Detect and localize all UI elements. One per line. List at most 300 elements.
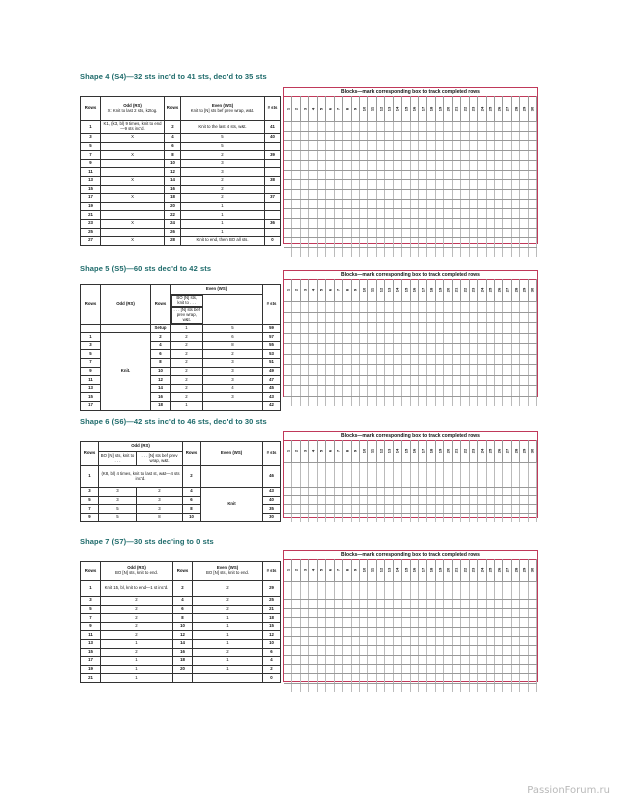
tracking-box[interactable]	[394, 302, 402, 312]
tracking-box[interactable]	[512, 637, 520, 645]
tracking-box[interactable]	[352, 618, 360, 626]
tracking-box[interactable]	[360, 355, 368, 365]
tracking-box[interactable]	[292, 334, 300, 344]
tracking-box[interactable]	[385, 323, 393, 333]
tracking-box[interactable]	[318, 656, 326, 664]
tracking-box[interactable]	[436, 200, 444, 209]
tracking-box[interactable]	[470, 488, 478, 496]
tracking-box[interactable]	[461, 334, 469, 344]
tracking-box[interactable]	[453, 323, 461, 333]
tracking-box[interactable]	[529, 180, 537, 189]
tracking-box[interactable]	[427, 656, 435, 664]
tracking-box[interactable]	[512, 238, 520, 247]
tracking-box[interactable]	[495, 376, 503, 386]
tracking-box[interactable]	[512, 628, 520, 636]
tracking-box[interactable]	[402, 151, 410, 160]
tracking-box[interactable]	[309, 200, 317, 209]
tracking-box[interactable]	[343, 238, 351, 247]
tracking-box[interactable]	[411, 141, 419, 150]
tracking-box[interactable]	[385, 302, 393, 312]
tracking-box[interactable]	[402, 684, 410, 692]
tracking-box[interactable]	[436, 302, 444, 312]
tracking-box[interactable]	[335, 665, 343, 673]
tracking-box[interactable]	[461, 628, 469, 636]
tracking-box[interactable]	[377, 646, 385, 654]
tracking-box[interactable]	[377, 219, 385, 228]
tracking-box[interactable]	[335, 637, 343, 645]
tracking-box[interactable]	[495, 248, 503, 257]
tracking-box[interactable]	[487, 600, 495, 608]
tracking-box[interactable]	[529, 397, 537, 407]
tracking-box[interactable]	[352, 229, 360, 238]
tracking-box[interactable]	[343, 122, 351, 131]
tracking-box[interactable]	[444, 505, 452, 513]
tracking-box[interactable]	[411, 684, 419, 692]
tracking-box[interactable]	[402, 334, 410, 344]
tracking-box[interactable]	[360, 376, 368, 386]
tracking-box[interactable]	[352, 151, 360, 160]
tracking-box[interactable]	[411, 397, 419, 407]
tracking-box[interactable]	[411, 229, 419, 238]
tracking-box[interactable]	[470, 609, 478, 617]
tracking-box[interactable]	[512, 219, 520, 228]
tracking-box[interactable]	[411, 386, 419, 396]
tracking-box[interactable]	[461, 665, 469, 673]
tracking-box[interactable]	[360, 323, 368, 333]
tracking-box[interactable]	[487, 665, 495, 673]
tracking-box[interactable]	[301, 582, 309, 599]
tracking-box[interactable]	[470, 628, 478, 636]
tracking-box[interactable]	[352, 313, 360, 323]
tracking-box[interactable]	[318, 209, 326, 218]
tracking-box[interactable]	[461, 238, 469, 247]
tracking-box[interactable]	[478, 344, 486, 354]
tracking-box[interactable]	[402, 496, 410, 504]
tracking-box[interactable]	[368, 505, 376, 513]
tracking-box[interactable]	[411, 463, 419, 487]
tracking-box[interactable]	[385, 132, 393, 141]
tracking-box[interactable]	[326, 122, 334, 131]
tracking-box[interactable]	[394, 151, 402, 160]
tracking-box[interactable]	[284, 514, 292, 522]
tracking-box[interactable]	[368, 190, 376, 199]
tracking-box[interactable]	[520, 151, 528, 160]
tracking-box[interactable]	[529, 463, 537, 487]
tracking-box[interactable]	[453, 646, 461, 654]
tracking-box[interactable]	[301, 386, 309, 396]
tracking-box[interactable]	[436, 171, 444, 180]
tracking-box[interactable]	[343, 582, 351, 599]
tracking-box[interactable]	[436, 684, 444, 692]
tracking-box[interactable]	[309, 684, 317, 692]
tracking-box[interactable]	[503, 488, 511, 496]
tracking-box[interactable]	[292, 229, 300, 238]
tracking-box[interactable]	[495, 209, 503, 218]
tracking-box[interactable]	[360, 505, 368, 513]
tracking-box[interactable]	[284, 463, 292, 487]
tracking-box[interactable]	[385, 397, 393, 407]
tracking-box[interactable]	[512, 313, 520, 323]
tracking-box[interactable]	[478, 637, 486, 645]
tracking-box[interactable]	[335, 600, 343, 608]
tracking-box[interactable]	[385, 656, 393, 664]
tracking-box[interactable]	[520, 190, 528, 199]
tracking-box[interactable]	[343, 646, 351, 654]
tracking-box[interactable]	[284, 302, 292, 312]
tracking-box[interactable]	[352, 248, 360, 257]
tracking-box[interactable]	[377, 463, 385, 487]
tracking-box[interactable]	[326, 238, 334, 247]
tracking-box[interactable]	[461, 323, 469, 333]
tracking-box[interactable]	[360, 141, 368, 150]
tracking-box[interactable]	[385, 674, 393, 682]
tracking-box[interactable]	[478, 190, 486, 199]
tracking-box[interactable]	[529, 600, 537, 608]
tracking-box[interactable]	[301, 618, 309, 626]
tracking-box[interactable]	[470, 397, 478, 407]
tracking-box[interactable]	[427, 488, 435, 496]
tracking-box[interactable]	[343, 141, 351, 150]
tracking-box[interactable]	[335, 646, 343, 654]
tracking-box[interactable]	[368, 496, 376, 504]
tracking-box[interactable]	[427, 376, 435, 386]
tracking-box[interactable]	[419, 248, 427, 257]
tracking-box[interactable]	[352, 637, 360, 645]
tracking-box[interactable]	[292, 665, 300, 673]
tracking-box[interactable]	[512, 141, 520, 150]
tracking-box[interactable]	[318, 141, 326, 150]
tracking-box[interactable]	[453, 161, 461, 170]
tracking-box[interactable]	[495, 609, 503, 617]
tracking-box[interactable]	[470, 180, 478, 189]
tracking-box[interactable]	[360, 496, 368, 504]
tracking-box[interactable]	[402, 323, 410, 333]
tracking-box[interactable]	[487, 334, 495, 344]
tracking-box[interactable]	[444, 209, 452, 218]
tracking-box[interactable]	[368, 238, 376, 247]
tracking-box[interactable]	[487, 674, 495, 682]
tracking-box[interactable]	[470, 376, 478, 386]
tracking-box[interactable]	[436, 397, 444, 407]
tracking-box[interactable]	[318, 665, 326, 673]
tracking-box[interactable]	[444, 646, 452, 654]
tracking-box[interactable]	[292, 582, 300, 599]
tracking-box[interactable]	[427, 200, 435, 209]
tracking-box[interactable]	[529, 618, 537, 626]
tracking-box[interactable]	[427, 238, 435, 247]
tracking-box[interactable]	[503, 141, 511, 150]
tracking-box[interactable]	[385, 628, 393, 636]
tracking-box[interactable]	[478, 628, 486, 636]
tracking-box[interactable]	[495, 323, 503, 333]
tracking-box[interactable]	[529, 514, 537, 522]
tracking-box[interactable]	[402, 171, 410, 180]
tracking-box[interactable]	[529, 505, 537, 513]
tracking-box[interactable]	[444, 582, 452, 599]
tracking-box[interactable]	[394, 674, 402, 682]
tracking-box[interactable]	[495, 463, 503, 487]
tracking-box[interactable]	[385, 646, 393, 654]
tracking-box[interactable]	[436, 674, 444, 682]
tracking-box[interactable]	[419, 386, 427, 396]
tracking-box[interactable]	[368, 582, 376, 599]
tracking-box[interactable]	[495, 238, 503, 247]
tracking-box[interactable]	[318, 600, 326, 608]
tracking-box[interactable]	[411, 313, 419, 323]
tracking-box[interactable]	[402, 238, 410, 247]
tracking-box[interactable]	[419, 684, 427, 692]
tracking-box[interactable]	[419, 180, 427, 189]
tracking-box[interactable]	[461, 355, 469, 365]
tracking-box[interactable]	[503, 684, 511, 692]
tracking-box[interactable]	[478, 386, 486, 396]
tracking-box[interactable]	[461, 365, 469, 375]
tracking-box[interactable]	[301, 190, 309, 199]
tracking-box[interactable]	[478, 618, 486, 626]
tracking-box[interactable]	[520, 674, 528, 682]
tracking-box[interactable]	[394, 397, 402, 407]
tracking-box[interactable]	[503, 180, 511, 189]
tracking-box[interactable]	[411, 365, 419, 375]
tracking-box[interactable]	[487, 200, 495, 209]
tracking-box[interactable]	[301, 219, 309, 228]
tracking-box[interactable]	[427, 355, 435, 365]
tracking-box[interactable]	[385, 180, 393, 189]
tracking-box[interactable]	[343, 656, 351, 664]
tracking-box[interactable]	[487, 496, 495, 504]
tracking-box[interactable]	[453, 190, 461, 199]
tracking-box[interactable]	[368, 656, 376, 664]
tracking-box[interactable]	[309, 323, 317, 333]
tracking-box[interactable]	[360, 238, 368, 247]
tracking-box[interactable]	[352, 161, 360, 170]
tracking-box[interactable]	[309, 219, 317, 228]
tracking-box[interactable]	[335, 161, 343, 170]
tracking-box[interactable]	[309, 355, 317, 365]
tracking-box[interactable]	[368, 302, 376, 312]
tracking-box[interactable]	[529, 229, 537, 238]
tracking-box[interactable]	[343, 132, 351, 141]
tracking-box[interactable]	[470, 646, 478, 654]
tracking-box[interactable]	[318, 514, 326, 522]
tracking-box[interactable]	[335, 151, 343, 160]
tracking-box[interactable]	[352, 132, 360, 141]
tracking-box[interactable]	[495, 161, 503, 170]
tracking-box[interactable]	[444, 365, 452, 375]
tracking-box[interactable]	[402, 505, 410, 513]
tracking-box[interactable]	[529, 582, 537, 599]
tracking-box[interactable]	[419, 488, 427, 496]
tracking-box[interactable]	[487, 132, 495, 141]
tracking-box[interactable]	[411, 609, 419, 617]
tracking-box[interactable]	[520, 397, 528, 407]
tracking-box[interactable]	[335, 334, 343, 344]
tracking-box[interactable]	[326, 609, 334, 617]
tracking-box[interactable]	[411, 505, 419, 513]
tracking-box[interactable]	[309, 582, 317, 599]
tracking-box[interactable]	[419, 200, 427, 209]
tracking-box[interactable]	[487, 151, 495, 160]
tracking-box[interactable]	[352, 344, 360, 354]
tracking-box[interactable]	[402, 376, 410, 386]
tracking-box[interactable]	[284, 628, 292, 636]
tracking-box[interactable]	[309, 209, 317, 218]
tracking-box[interactable]	[394, 582, 402, 599]
tracking-box[interactable]	[377, 684, 385, 692]
tracking-box[interactable]	[335, 344, 343, 354]
tracking-box[interactable]	[284, 132, 292, 141]
tracking-box[interactable]	[461, 248, 469, 257]
tracking-box[interactable]	[427, 674, 435, 682]
tracking-box[interactable]	[520, 313, 528, 323]
tracking-box[interactable]	[284, 646, 292, 654]
tracking-box[interactable]	[301, 488, 309, 496]
tracking-box[interactable]	[495, 122, 503, 131]
tracking-box[interactable]	[343, 313, 351, 323]
tracking-box[interactable]	[343, 665, 351, 673]
tracking-box[interactable]	[360, 386, 368, 396]
tracking-box[interactable]	[385, 229, 393, 238]
tracking-box[interactable]	[343, 209, 351, 218]
tracking-box[interactable]	[301, 674, 309, 682]
tracking-box[interactable]	[402, 122, 410, 131]
tracking-box[interactable]	[309, 238, 317, 247]
tracking-box[interactable]	[335, 618, 343, 626]
tracking-box[interactable]	[284, 151, 292, 160]
tracking-box[interactable]	[326, 180, 334, 189]
tracking-box[interactable]	[301, 609, 309, 617]
tracking-box[interactable]	[444, 600, 452, 608]
tracking-box[interactable]	[520, 141, 528, 150]
tracking-box[interactable]	[436, 600, 444, 608]
tracking-box[interactable]	[461, 582, 469, 599]
tracking-box[interactable]	[529, 637, 537, 645]
tracking-box[interactable]	[529, 628, 537, 636]
tracking-box[interactable]	[512, 334, 520, 344]
tracking-box[interactable]	[385, 618, 393, 626]
tracking-box[interactable]	[360, 209, 368, 218]
tracking-box[interactable]	[326, 323, 334, 333]
tracking-box[interactable]	[520, 684, 528, 692]
tracking-box[interactable]	[385, 365, 393, 375]
tracking-box[interactable]	[478, 229, 486, 238]
tracking-box[interactable]	[318, 355, 326, 365]
tracking-box[interactable]	[453, 656, 461, 664]
tracking-box[interactable]	[487, 302, 495, 312]
tracking-box[interactable]	[529, 496, 537, 504]
tracking-box[interactable]	[470, 505, 478, 513]
tracking-box[interactable]	[495, 171, 503, 180]
tracking-box[interactable]	[411, 200, 419, 209]
tracking-box[interactable]	[377, 365, 385, 375]
tracking-box[interactable]	[512, 488, 520, 496]
tracking-box[interactable]	[377, 582, 385, 599]
tracking-box[interactable]	[402, 365, 410, 375]
tracking-box[interactable]	[360, 582, 368, 599]
tracking-box[interactable]	[284, 600, 292, 608]
tracking-box[interactable]	[318, 161, 326, 170]
tracking-box[interactable]	[301, 313, 309, 323]
tracking-box[interactable]	[478, 302, 486, 312]
tracking-box[interactable]	[402, 355, 410, 365]
tracking-box[interactable]	[436, 665, 444, 673]
tracking-box[interactable]	[368, 229, 376, 238]
tracking-box[interactable]	[503, 151, 511, 160]
tracking-box[interactable]	[461, 600, 469, 608]
tracking-box[interactable]	[453, 684, 461, 692]
tracking-box[interactable]	[402, 514, 410, 522]
tracking-box[interactable]	[326, 582, 334, 599]
tracking-box[interactable]	[284, 386, 292, 396]
tracking-box[interactable]	[368, 313, 376, 323]
tracking-box[interactable]	[411, 151, 419, 160]
tracking-box[interactable]	[436, 248, 444, 257]
tracking-box[interactable]	[444, 180, 452, 189]
tracking-box[interactable]	[529, 151, 537, 160]
tracking-box[interactable]	[402, 386, 410, 396]
tracking-box[interactable]	[478, 161, 486, 170]
tracking-box[interactable]	[394, 488, 402, 496]
tracking-box[interactable]	[385, 505, 393, 513]
tracking-box[interactable]	[343, 397, 351, 407]
tracking-box[interactable]	[444, 151, 452, 160]
tracking-box[interactable]	[520, 238, 528, 247]
tracking-box[interactable]	[309, 313, 317, 323]
tracking-box[interactable]	[495, 180, 503, 189]
tracking-box[interactable]	[411, 132, 419, 141]
tracking-box[interactable]	[411, 665, 419, 673]
tracking-box[interactable]	[470, 674, 478, 682]
tracking-box[interactable]	[385, 600, 393, 608]
tracking-box[interactable]	[411, 161, 419, 170]
tracking-box[interactable]	[503, 209, 511, 218]
tracking-box[interactable]	[360, 302, 368, 312]
tracking-box[interactable]	[377, 323, 385, 333]
tracking-box[interactable]	[512, 161, 520, 170]
tracking-box[interactable]	[520, 386, 528, 396]
tracking-box[interactable]	[427, 646, 435, 654]
tracking-box[interactable]	[478, 463, 486, 487]
tracking-box[interactable]	[292, 618, 300, 626]
tracking-box[interactable]	[461, 161, 469, 170]
tracking-box[interactable]	[487, 488, 495, 496]
tracking-box[interactable]	[444, 355, 452, 365]
tracking-box[interactable]	[394, 238, 402, 247]
tracking-box[interactable]	[487, 514, 495, 522]
tracking-box[interactable]	[377, 674, 385, 682]
tracking-box[interactable]	[444, 656, 452, 664]
tracking-box[interactable]	[394, 161, 402, 170]
tracking-box[interactable]	[470, 161, 478, 170]
tracking-box[interactable]	[343, 161, 351, 170]
tracking-box[interactable]	[444, 122, 452, 131]
tracking-box[interactable]	[470, 122, 478, 131]
tracking-box[interactable]	[385, 344, 393, 354]
tracking-box[interactable]	[503, 386, 511, 396]
tracking-box[interactable]	[436, 334, 444, 344]
tracking-box[interactable]	[411, 302, 419, 312]
tracking-box[interactable]	[385, 684, 393, 692]
tracking-box[interactable]	[411, 355, 419, 365]
tracking-box[interactable]	[419, 582, 427, 599]
tracking-box[interactable]	[411, 190, 419, 199]
tracking-box[interactable]	[503, 334, 511, 344]
tracking-box[interactable]	[360, 656, 368, 664]
tracking-box[interactable]	[512, 302, 520, 312]
tracking-box[interactable]	[335, 313, 343, 323]
tracking-box[interactable]	[453, 122, 461, 131]
tracking-box[interactable]	[461, 302, 469, 312]
